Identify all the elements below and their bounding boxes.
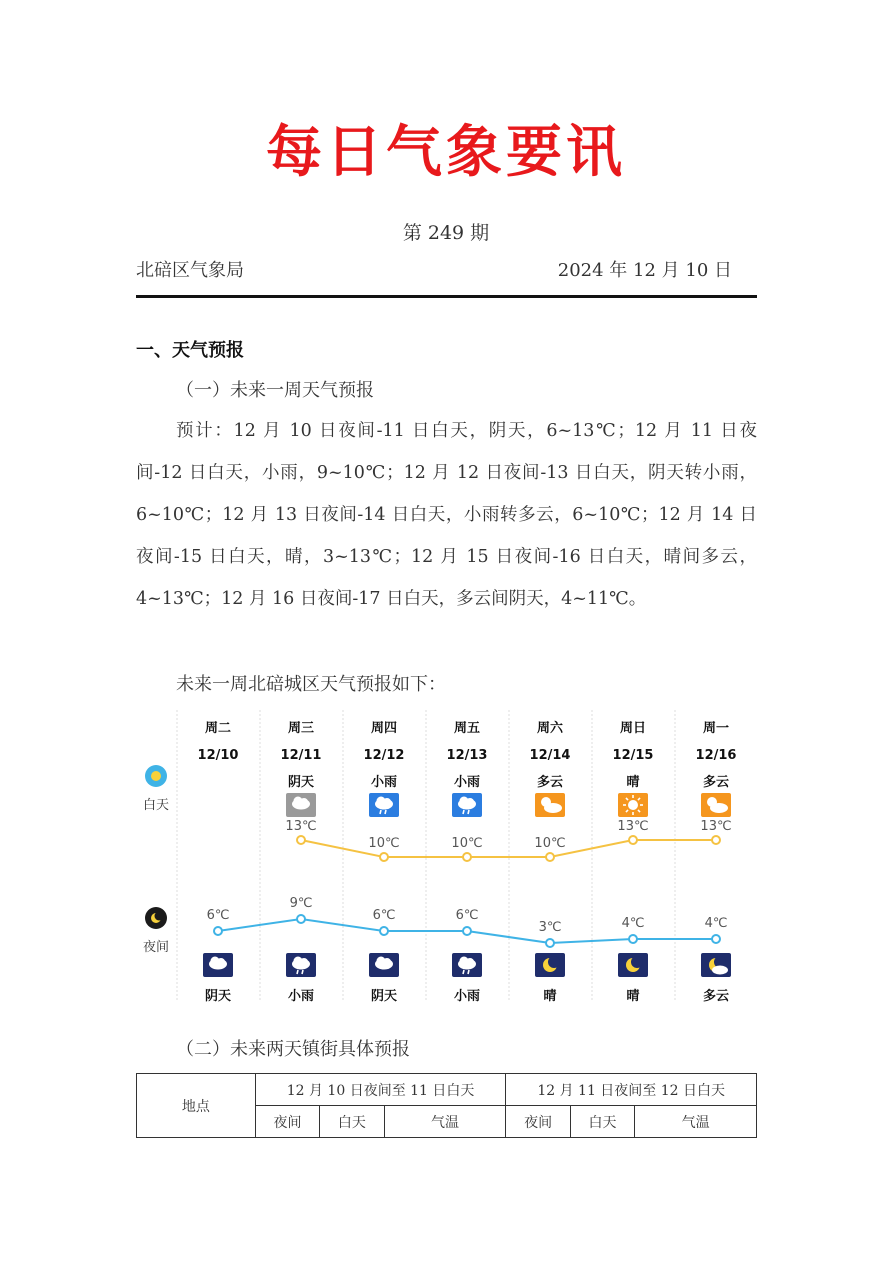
sun-core — [151, 771, 161, 781]
table-subheader-night: 夜间 — [255, 1106, 319, 1138]
header-rule — [136, 295, 757, 298]
rain-drop — [302, 970, 303, 974]
date-label: 12/11 — [280, 748, 322, 763]
day-temp-label: 13℃ — [700, 818, 732, 834]
cloud-icon — [286, 793, 316, 817]
weekday-label: 周二 — [204, 721, 232, 736]
cloud-puff — [300, 798, 308, 806]
rain-drop — [468, 810, 469, 814]
day-temp-label: 10℃ — [534, 836, 566, 851]
issue-number: 第 249 期 — [402, 222, 490, 244]
day-temp-point — [297, 836, 305, 844]
night-weather-label: 阴天 — [370, 989, 398, 1004]
chart-lead-text: 未来一周北碚城区天气预报如下： — [176, 674, 446, 695]
night-temp-label: 9℃ — [289, 896, 313, 911]
weekday-label: 周三 — [287, 721, 315, 736]
rain-drop — [380, 810, 381, 814]
table-subheader-day: 白天 — [320, 1106, 384, 1138]
day-temp-point — [463, 853, 471, 861]
moon-cloud-icon — [701, 953, 731, 977]
table-subheader-night: 夜间 — [506, 1106, 570, 1138]
moon-cutout — [631, 956, 643, 968]
night-weather-label: 多云 — [702, 989, 730, 1004]
subsection-heading-week: （一）未来一周天气预报 — [176, 380, 374, 401]
cloud-shape — [710, 803, 728, 813]
night-temp-point — [297, 915, 305, 923]
cloud-puff — [466, 798, 474, 806]
partly-cloudy-icon — [701, 793, 731, 817]
day-temp-point — [712, 836, 720, 844]
night-temp-label: 4℃ — [621, 916, 645, 931]
night-weather-label: 晴 — [626, 989, 640, 1004]
day-weather-label: 阴天 — [287, 775, 315, 790]
date-label: 12/10 — [197, 748, 239, 763]
rain-icon — [369, 793, 399, 817]
date-label: 12/16 — [695, 748, 737, 763]
day-temp-point — [546, 853, 554, 861]
moon-cutout — [548, 956, 560, 968]
moon-icon — [535, 953, 565, 977]
weekday-label: 周六 — [536, 721, 564, 736]
table-header-period2: 12 月 11 日夜间至 12 日白天 — [506, 1074, 757, 1106]
page-title: 每日气象要讯 — [266, 120, 626, 185]
date-label: 12/13 — [446, 748, 488, 763]
table-subheader-day: 白天 — [570, 1106, 634, 1138]
day-weather-label: 多云 — [536, 775, 564, 790]
table-header-period1: 12 月 10 日夜间至 11 日白天 — [255, 1074, 506, 1106]
day-temp-label: 13℃ — [617, 818, 649, 834]
night-temp-point — [546, 939, 554, 947]
partly-cloudy-icon — [535, 793, 565, 817]
night-weather-label: 晴 — [543, 989, 557, 1004]
day-row-icon — [145, 765, 167, 787]
subsection-heading-towns: （二）未来两天镇街具体预报 — [176, 1039, 410, 1060]
day-weather-label: 多云 — [702, 775, 730, 790]
night-weather-label: 小雨 — [453, 989, 481, 1004]
cloud-icon — [369, 953, 399, 977]
night-temp-point — [629, 935, 637, 943]
issue-date: 2024 年 12 月 10 日 — [557, 260, 732, 281]
cloud-puff — [466, 958, 474, 966]
issuer-name: 北碚区气象局 — [136, 260, 244, 281]
table-subheader-temp: 气温 — [384, 1106, 506, 1138]
night-temp-label: 6℃ — [206, 908, 230, 923]
night-temp-point — [214, 927, 222, 935]
section-heading-forecast: 一、天气预报 — [136, 340, 244, 361]
weekday-label: 周五 — [453, 721, 481, 736]
night-weather-label: 阴天 — [204, 989, 232, 1004]
date-label: 12/14 — [529, 748, 571, 763]
date-label: 12/15 — [612, 748, 654, 763]
table-subheader-temp: 气温 — [635, 1106, 757, 1138]
day-temp-label: 10℃ — [368, 836, 400, 851]
day-weather-label: 小雨 — [453, 775, 481, 790]
forecast-paragraph: 预计：12 月 10 日夜间-11 日白天，阴天，6~13℃；12 月 11 日夜间-12 日白天，小雨，9~10℃；12 月 12 日夜间-13 日白天，阴天转小雨，6~10℃；12 月 13 日夜间-14 日白天，小雨转多云，6~10℃；12 月 14 日夜间-15 日白天，晴，3~13℃；12 月 15 日夜间-16 日白天，晴间多云，4~13℃；12 月 16 日夜间-17 日白天，多云间阴天，4~11℃。 — [136, 421, 757, 609]
night-temp-label: 6℃ — [372, 908, 396, 923]
weekday-label: 周一 — [702, 721, 730, 736]
moon-cutout — [155, 912, 164, 921]
night-temp-label: 3℃ — [538, 920, 562, 935]
table-header-location: 地点 — [137, 1074, 256, 1138]
date-label: 12/12 — [363, 748, 405, 763]
weekday-label: 周四 — [370, 721, 398, 736]
rain-icon — [452, 793, 482, 817]
sun-disc — [628, 800, 638, 810]
rain-drop — [297, 970, 298, 974]
night-temp-point — [712, 935, 720, 943]
rain-icon — [452, 953, 482, 977]
night-temp-label: 6℃ — [455, 908, 479, 923]
night-row-label: 夜间 — [142, 940, 170, 955]
cloud-puff — [383, 798, 391, 806]
cloud-icon — [203, 953, 233, 977]
cloud-shape — [544, 803, 562, 813]
day-temp-label: 10℃ — [451, 836, 483, 851]
weekday-label: 周日 — [619, 721, 647, 736]
sun-icon — [618, 793, 648, 817]
rain-drop — [385, 810, 386, 814]
rain-drop — [468, 970, 469, 974]
cloud-shape — [712, 966, 728, 975]
day-weather-label: 晴 — [626, 775, 640, 790]
night-temp-label: 4℃ — [704, 916, 728, 931]
cloud-puff — [383, 958, 391, 966]
night-row-icon — [145, 907, 167, 929]
cloud-puff — [217, 958, 225, 966]
day-weather-label: 小雨 — [370, 775, 398, 790]
day-temp-label: 13℃ — [285, 818, 317, 834]
rain-drop — [463, 970, 464, 974]
day-temp-point — [629, 836, 637, 844]
weekly-forecast-chart — [136, 708, 757, 1006]
day-temp-point — [380, 853, 388, 861]
rain-drop — [463, 810, 464, 814]
night-weather-label: 小雨 — [287, 989, 315, 1004]
cloud-puff — [300, 958, 308, 966]
town-forecast-table — [136, 1073, 757, 1138]
day-row-label: 白天 — [142, 798, 170, 813]
moon-icon — [618, 953, 648, 977]
night-temp-point — [463, 927, 471, 935]
rain-icon — [286, 953, 316, 977]
night-temp-point — [380, 927, 388, 935]
